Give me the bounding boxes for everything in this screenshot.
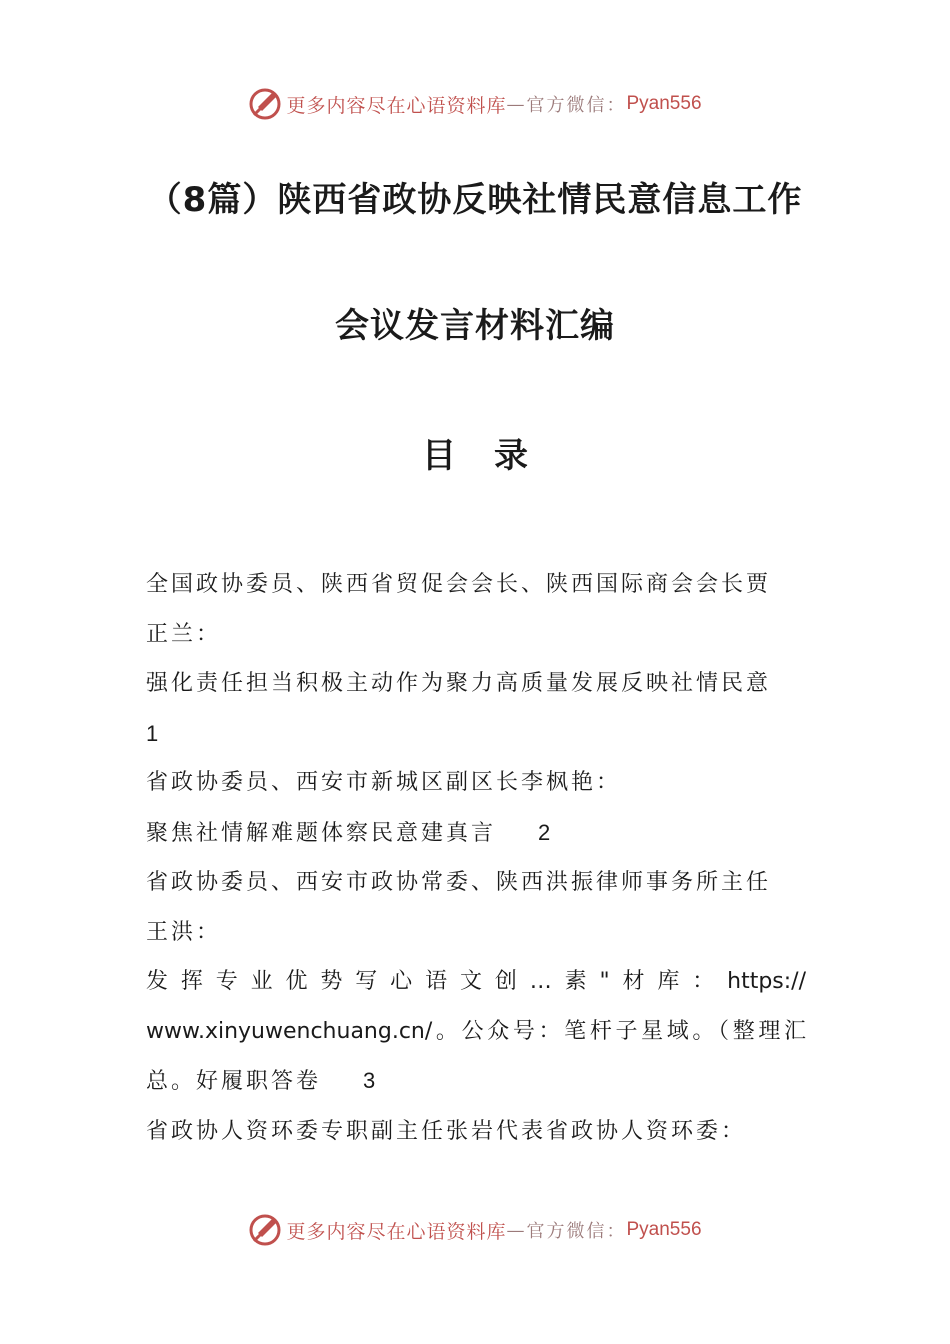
toc-entry-3-speaker: 省政协委员、西安市政协常委、陕西洪振律师事务所主任: [146, 870, 772, 895]
toc-entry-2-title: 聚焦社情解难题体察民意建真言: [146, 820, 497, 846]
toc-entry-2-speaker: 省政协委员、西安市新城区副区长李枫艳：: [146, 770, 622, 795]
toc-entry-1-page: 1: [146, 720, 159, 746]
toc-heading: 目录: [422, 436, 566, 476]
pen-logo-icon: [248, 1213, 282, 1247]
wechat-label: 官方微信：: [526, 1221, 627, 1242]
toc-entry-1-speaker-cont: 正兰：: [146, 621, 222, 647]
toc-entry-2-row: [146, 808, 806, 859]
toc-entry-4-speaker: 省政协人资环委专职副主任张岩代表省政协人资环委：: [146, 1118, 747, 1144]
brand-text: 更多内容尽在心语资料库: [286, 1220, 507, 1243]
toc-entry-1-title: 强化责任担当积极主动作为聚力高质量发展反映社情民意: [146, 671, 772, 696]
brand-text: 更多内容尽在心语资料库: [286, 94, 507, 117]
banner-dash: —: [506, 1219, 527, 1241]
document-title-line-1: （8篇）陕西省政协反映社情民意信息工作: [147, 180, 803, 220]
wechat-label: 官方微信：: [526, 95, 627, 116]
toc-entry-1-speaker: 全国政协委员、陕西省贸促会会长、陕西国际商会会长贾: [146, 572, 772, 597]
toc-entry-3-page: 3: [363, 1068, 379, 1093]
toc-entry-2-page: 2: [538, 819, 554, 845]
banner-dash: —: [506, 93, 527, 115]
toc-entry-3-title: 发挥专业优势写心语文创…素"材库：https://: [146, 969, 806, 994]
pen-logo-icon: [248, 87, 282, 121]
footer-banner: [0, 1210, 950, 1250]
header-banner: [0, 84, 950, 124]
document-title-line-2: 会议发言材料汇编: [335, 306, 615, 346]
table-of-contents: [146, 560, 806, 1156]
toc-entry-3-speaker-cont: 王洪：: [146, 919, 222, 945]
toc-entry-3-title-end: 总。好履职答卷: [146, 1069, 322, 1094]
wechat-handle: Pyan556: [626, 1219, 702, 1240]
toc-entry-3-title-cont: www.xinyuwenchuang.cn/。公众号：笔杆子星域。（整理汇: [146, 1018, 806, 1044]
wechat-handle: Pyan556: [626, 93, 702, 114]
toc-entry-3-row: [146, 1056, 806, 1107]
